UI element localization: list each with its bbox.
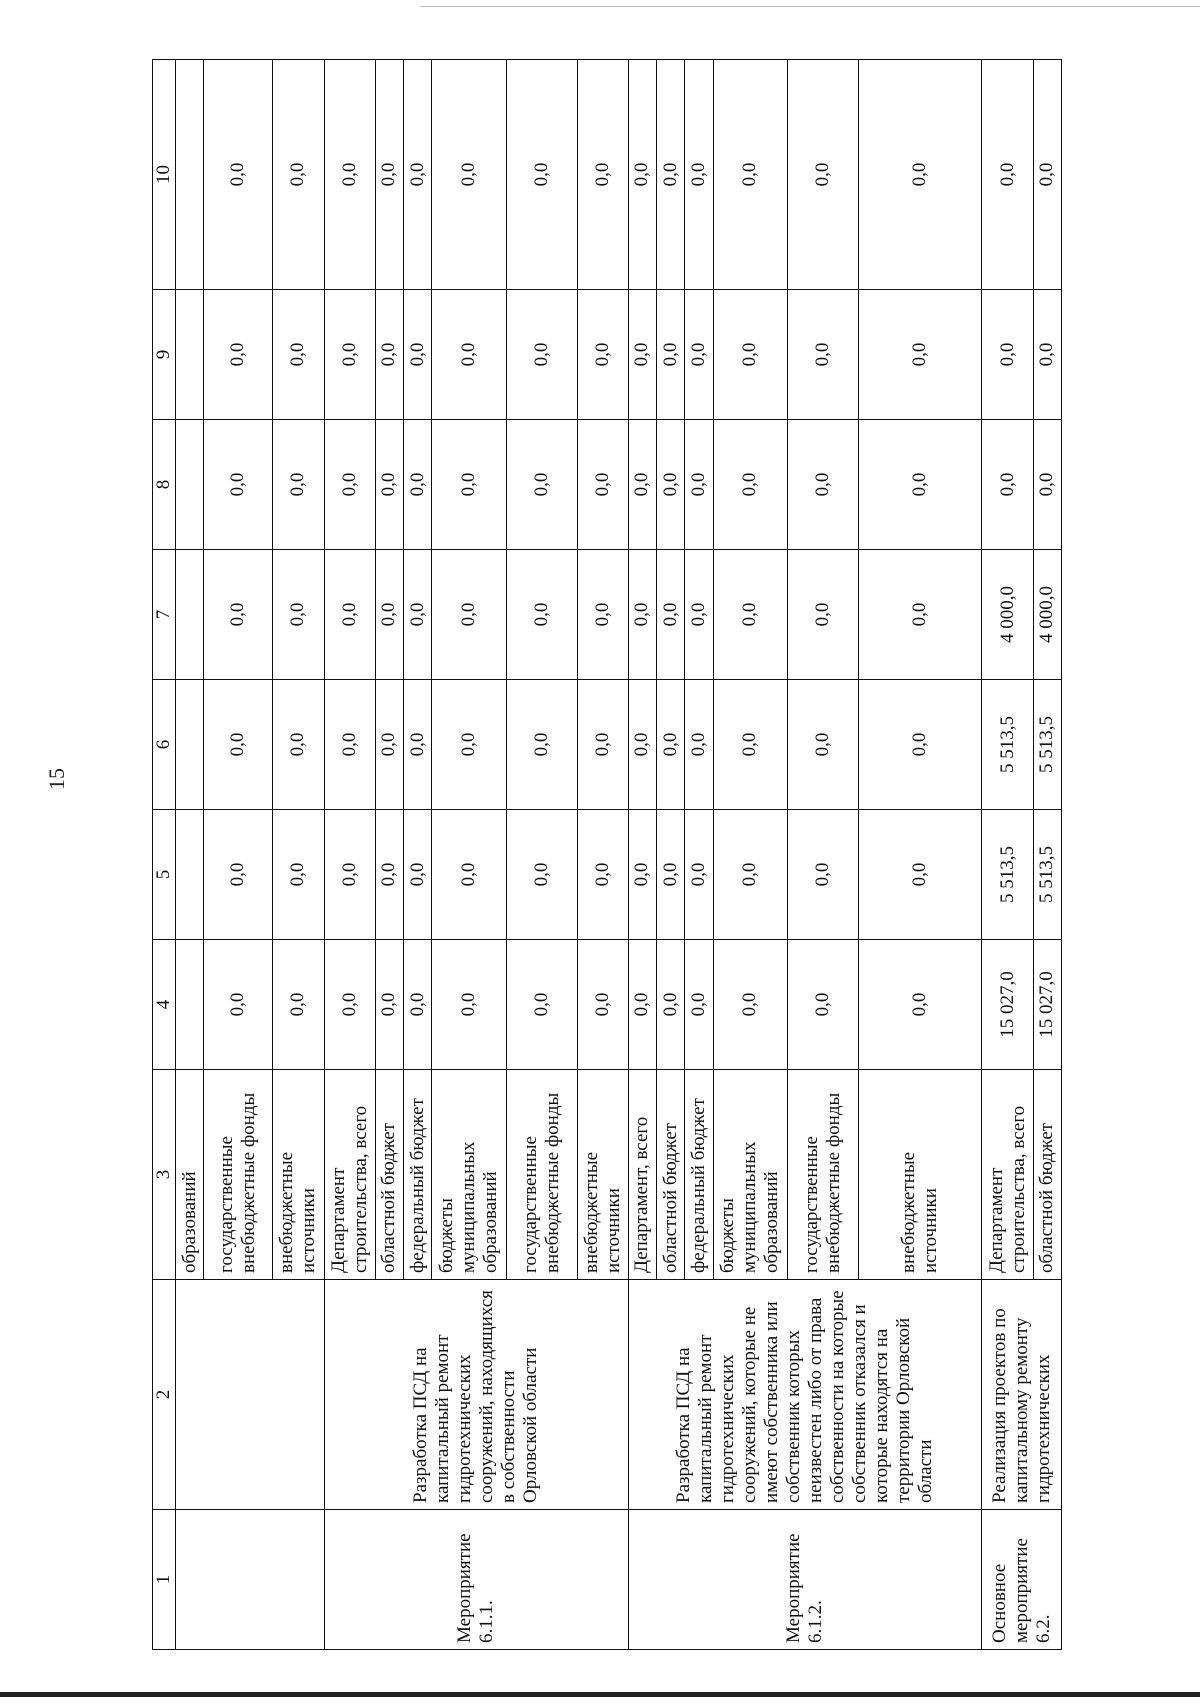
value-cell: 0,0 (204, 940, 273, 1070)
funding-source-cell: государственные внебюджетные фонды (506, 1070, 577, 1280)
value-cell: 0,0 (787, 420, 858, 550)
value-cell: 0,0 (375, 940, 403, 1070)
value-cell: 0,0 (858, 290, 981, 420)
value-cell: 0,0 (577, 680, 628, 810)
value-cell: 0,0 (324, 680, 375, 810)
value-cell: 0,0 (657, 290, 685, 420)
value-cell: 0,0 (577, 550, 628, 680)
budget-table (152, 59, 1062, 1650)
value-cell: 0,0 (577, 290, 628, 420)
funding-source-cell: бюджеты муниципальных образований (713, 1070, 787, 1280)
value-cell: 0,0 (204, 60, 273, 290)
header-row (153, 60, 176, 1650)
value-cell: 0,0 (685, 60, 713, 290)
scan-bottom-edge (0, 1692, 1200, 1697)
value-cell: 0,0 (787, 810, 858, 940)
funding-source-cell: федеральный бюджет (404, 1070, 432, 1280)
value-cell: 5 513,5 (1033, 810, 1061, 940)
value-cell: 0,0 (506, 420, 577, 550)
value-cell: 0,0 (204, 290, 273, 420)
value-cell (176, 680, 204, 810)
value-cell: 0,0 (577, 60, 628, 290)
funding-source-cell: Департамент строительства, всего (324, 1070, 375, 1280)
value-cell: 0,0 (713, 680, 787, 810)
value-cell: 0,0 (432, 940, 506, 1070)
funding-source-cell: федеральный бюджет (685, 1070, 713, 1280)
value-cell: 0,0 (858, 60, 981, 290)
value-cell: 0,0 (577, 940, 628, 1070)
table-row (628, 60, 656, 1650)
value-cell: 0,0 (982, 420, 1033, 550)
row-code-cell: Основное мероприятие 6.2. (982, 1510, 1062, 1650)
value-cell: 0,0 (204, 680, 273, 810)
value-cell: 0,0 (657, 940, 685, 1070)
value-cell: 0,0 (273, 550, 324, 680)
row-code-cell (176, 1510, 325, 1650)
value-cell: 0,0 (713, 940, 787, 1070)
header-cell: 3 (153, 1070, 176, 1280)
value-cell: 0,0 (506, 290, 577, 420)
page-number: 15 (44, 768, 69, 790)
value-cell: 0,0 (432, 550, 506, 680)
header-cell: 6 (153, 680, 176, 810)
funding-source-cell: областной бюджет (375, 1070, 403, 1280)
header-cell: 7 (153, 550, 176, 680)
funding-source-cell: Департамент, всего (628, 1070, 656, 1280)
value-cell: 0,0 (432, 290, 506, 420)
value-cell: 0,0 (713, 420, 787, 550)
header-cell: 2 (153, 1280, 176, 1510)
value-cell: 0,0 (324, 940, 375, 1070)
value-cell: 0,0 (324, 290, 375, 420)
header-cell: 9 (153, 290, 176, 420)
funding-source-cell: образований (176, 1070, 204, 1280)
value-cell: 15 027,0 (982, 940, 1033, 1070)
value-cell (176, 60, 204, 290)
value-cell: 0,0 (858, 420, 981, 550)
funding-source-cell: Департамент строительства, всего (982, 1070, 1033, 1280)
value-cell: 0,0 (787, 940, 858, 1070)
value-cell: 0,0 (685, 810, 713, 940)
value-cell: 0,0 (404, 290, 432, 420)
value-cell: 0,0 (628, 810, 656, 940)
header-cell: 8 (153, 420, 176, 550)
rotated-table-wrapper (152, 60, 1062, 1650)
value-cell: 0,0 (713, 60, 787, 290)
value-cell: 4 000,0 (1033, 550, 1061, 680)
funding-source-cell: внебюджетные источники (577, 1070, 628, 1280)
value-cell: 0,0 (506, 810, 577, 940)
value-cell: 0,0 (657, 810, 685, 940)
funding-source-cell: внебюджетные источники (273, 1070, 324, 1280)
funding-source-cell: бюджеты муниципальных образований (432, 1070, 506, 1280)
value-cell: 0,0 (273, 680, 324, 810)
row-name-cell: Реализация проектов по капитальному ремонту гидротехнических (982, 1280, 1062, 1510)
row-name-cell: Разработка ПСД на капитальный ремонт гидротехнических сооружений, которые не имеют собственника или собственник которых неизвестен либо от права собственности на которые собственник отказался и которые находятся на территории Орловской области (628, 1280, 982, 1510)
row-code-cell: Мероприятие 6.1.1. (324, 1510, 628, 1650)
value-cell: 0,0 (273, 810, 324, 940)
value-cell: 0,0 (685, 940, 713, 1070)
value-cell: 0,0 (657, 680, 685, 810)
value-cell: 0,0 (324, 810, 375, 940)
value-cell: 0,0 (1033, 290, 1061, 420)
value-cell: 4 000,0 (982, 550, 1033, 680)
value-cell: 0,0 (628, 940, 656, 1070)
value-cell: 0,0 (375, 680, 403, 810)
value-cell (176, 420, 204, 550)
value-cell: 0,0 (657, 60, 685, 290)
row-name-cell (176, 1280, 325, 1510)
value-cell: 0,0 (375, 420, 403, 550)
table-row (982, 60, 1033, 1650)
value-cell: 15 027,0 (1033, 940, 1061, 1070)
value-cell: 0,0 (858, 940, 981, 1070)
value-cell: 0,0 (858, 680, 981, 810)
value-cell: 0,0 (577, 810, 628, 940)
value-cell: 0,0 (982, 290, 1033, 420)
value-cell: 0,0 (858, 550, 981, 680)
value-cell: 0,0 (432, 420, 506, 550)
value-cell: 0,0 (273, 290, 324, 420)
value-cell: 0,0 (628, 680, 656, 810)
table-row (176, 60, 204, 1650)
value-cell: 0,0 (713, 290, 787, 420)
value-cell: 0,0 (375, 290, 403, 420)
scan-edge-line (420, 6, 1200, 7)
value-cell: 0,0 (432, 60, 506, 290)
header-cell: 10 (153, 60, 176, 290)
table-row (324, 60, 375, 1650)
value-cell: 0,0 (685, 550, 713, 680)
value-cell: 0,0 (324, 420, 375, 550)
funding-source-cell: внебюджетные источники (858, 1070, 981, 1280)
value-cell: 0,0 (858, 810, 981, 940)
funding-source-cell: государственные внебюджетные фонды (204, 1070, 273, 1280)
value-cell: 0,0 (324, 550, 375, 680)
value-cell (176, 940, 204, 1070)
value-cell: 0,0 (506, 550, 577, 680)
row-code-cell: Мероприятие 6.1.2. (628, 1510, 982, 1650)
value-cell: 0,0 (432, 810, 506, 940)
value-cell: 0,0 (404, 550, 432, 680)
value-cell: 0,0 (506, 60, 577, 290)
value-cell (176, 810, 204, 940)
value-cell: 0,0 (628, 290, 656, 420)
value-cell: 0,0 (982, 60, 1033, 290)
value-cell: 0,0 (628, 550, 656, 680)
funding-source-cell: государственные внебюджетные фонды (787, 1070, 858, 1280)
value-cell: 5 513,5 (982, 680, 1033, 810)
value-cell: 0,0 (713, 810, 787, 940)
value-cell: 0,0 (685, 420, 713, 550)
value-cell: 5 513,5 (1033, 680, 1061, 810)
value-cell: 0,0 (628, 60, 656, 290)
header-cell: 4 (153, 940, 176, 1070)
value-cell: 0,0 (375, 810, 403, 940)
value-cell: 0,0 (404, 420, 432, 550)
value-cell: 0,0 (204, 420, 273, 550)
value-cell: 0,0 (685, 290, 713, 420)
value-cell (176, 290, 204, 420)
value-cell: 0,0 (1033, 60, 1061, 290)
value-cell: 0,0 (657, 550, 685, 680)
value-cell: 0,0 (787, 550, 858, 680)
header-cell: 1 (153, 1510, 176, 1650)
value-cell (176, 550, 204, 680)
header-cell: 5 (153, 810, 176, 940)
value-cell: 0,0 (273, 940, 324, 1070)
value-cell: 0,0 (273, 420, 324, 550)
value-cell: 0,0 (506, 940, 577, 1070)
value-cell: 0,0 (577, 420, 628, 550)
value-cell: 0,0 (787, 60, 858, 290)
value-cell: 0,0 (404, 940, 432, 1070)
funding-source-cell: областной бюджет (1033, 1070, 1061, 1280)
value-cell: 0,0 (375, 550, 403, 680)
value-cell: 5 513,5 (982, 810, 1033, 940)
value-cell: 0,0 (787, 680, 858, 810)
value-cell: 0,0 (787, 290, 858, 420)
row-name-cell: Разработка ПСД на капитальный ремонт гидротехнических сооружений, находящихся в собственности Орловской области (324, 1280, 628, 1510)
value-cell: 0,0 (713, 550, 787, 680)
value-cell: 0,0 (657, 420, 685, 550)
value-cell: 0,0 (506, 680, 577, 810)
value-cell: 0,0 (1033, 420, 1061, 550)
value-cell: 0,0 (432, 680, 506, 810)
value-cell: 0,0 (404, 60, 432, 290)
value-cell: 0,0 (204, 810, 273, 940)
value-cell: 0,0 (404, 810, 432, 940)
value-cell: 0,0 (404, 680, 432, 810)
value-cell: 0,0 (204, 550, 273, 680)
funding-source-cell: областной бюджет (657, 1070, 685, 1280)
value-cell: 0,0 (628, 420, 656, 550)
value-cell: 0,0 (375, 60, 403, 290)
value-cell: 0,0 (324, 60, 375, 290)
value-cell: 0,0 (685, 680, 713, 810)
value-cell: 0,0 (273, 60, 324, 290)
